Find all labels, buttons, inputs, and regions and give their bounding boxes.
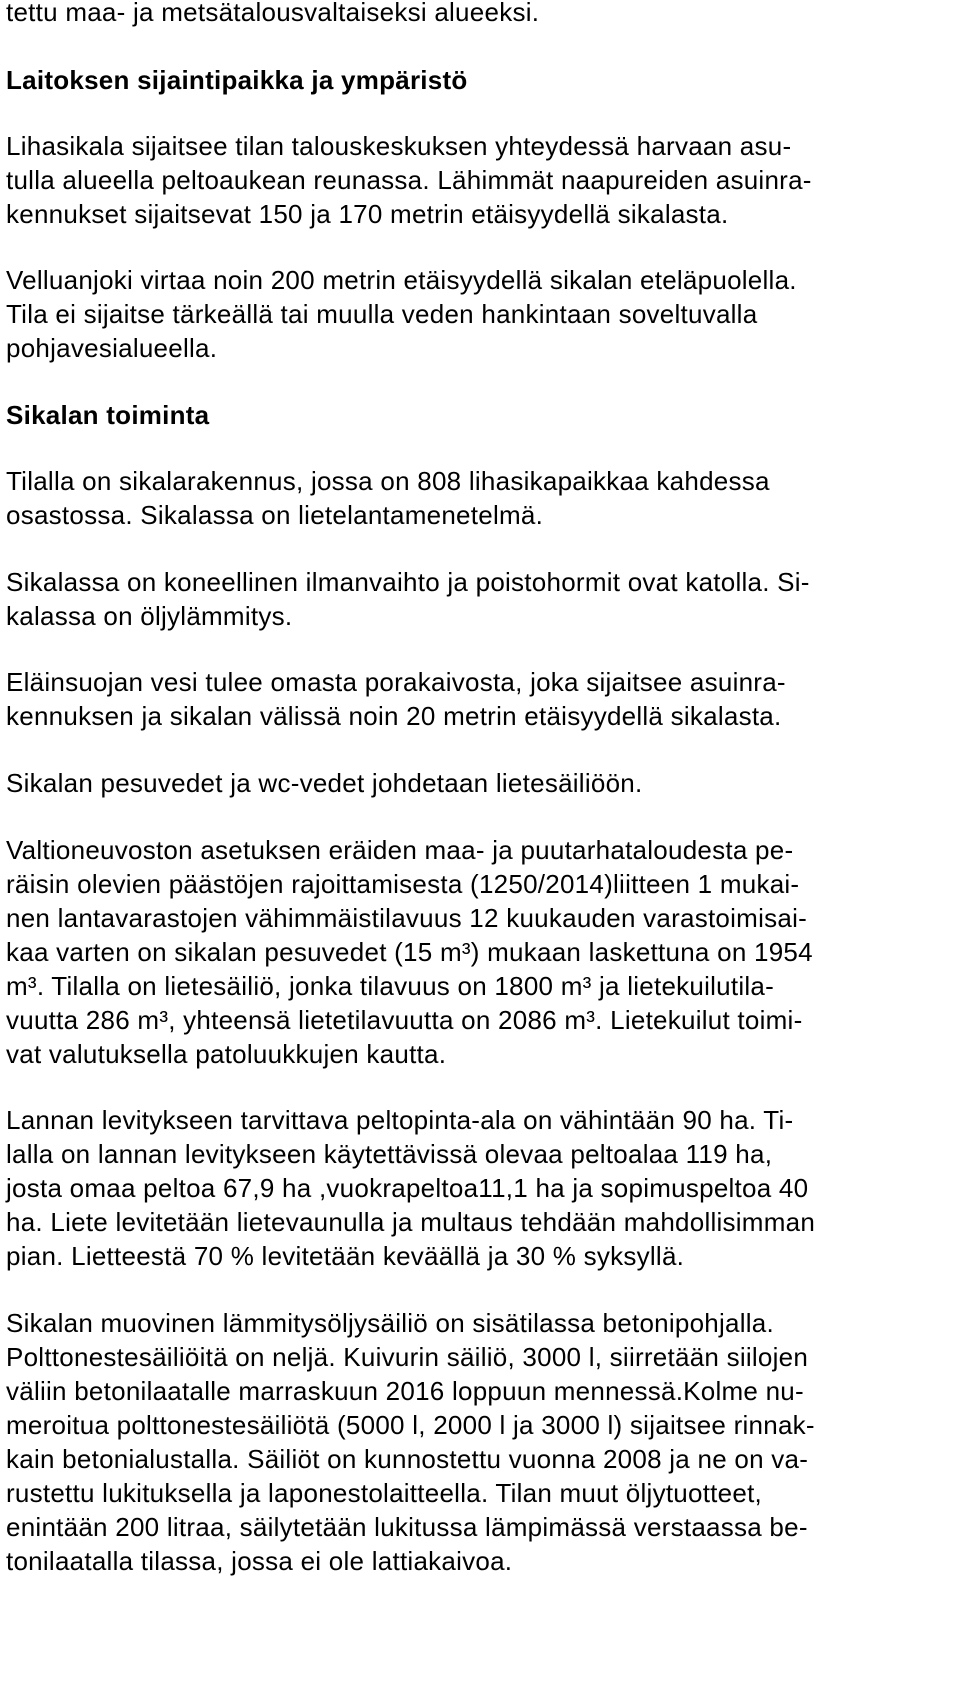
- paragraph-line: Sikalan pesuvedet ja wc-vedet johdetaan lietesäiliöön.: [6, 768, 643, 798]
- paragraph-line: Valtioneuvoston asetuksen eräiden maa- ja puutarhataloudesta pe-: [6, 835, 794, 865]
- paragraph-line: meroitua polttonestesäiliötä (5000 l, 2000 l ja 3000 l) sijaitsee rinnak-: [6, 1410, 815, 1440]
- paragraph-line: kaa varten on sikalan pesuvedet (15 m³) mukaan laskettuna on 1954: [6, 937, 813, 967]
- paragraph-line: Tila ei sijaitse tärkeällä tai muulla veden hankintaan soveltuvalla: [6, 299, 758, 329]
- paragraph-line: kain betonialustalla. Säiliöt on kunnostettu vuonna 2008 ja ne on va-: [6, 1444, 809, 1474]
- paragraph-line: tonilaatalla tilassa, jossa ei ole lattiakaivoa.: [6, 1546, 513, 1576]
- paragraph-line: enintään 200 litraa, säilytetään lukitussa lämpimässä verstaassa be-: [6, 1512, 808, 1542]
- paragraph-line: Velluanjoki virtaa noin 200 metrin etäisyydellä sikalan eteläpuolella.: [6, 265, 797, 295]
- paragraph-line: Polttonestesäiliöitä on neljä. Kuivurin säiliö, 3000 l, siirretään siilojen: [6, 1342, 809, 1372]
- paragraph-line: Sikalassa on koneellinen ilmanvaihto ja poistohormit ovat katolla. Si-: [6, 567, 810, 597]
- heading-operation: Sikalan toiminta: [6, 400, 210, 430]
- paragraph-line: Eläinsuojan vesi tulee omasta porakaivosta, joka sijaitsee asuinra-: [6, 667, 786, 697]
- paragraph-line: kennuksen ja sikalan välissä noin 20 metrin etäisyydellä sikalasta.: [6, 701, 782, 731]
- paragraph-line: vuutta 286 m³, yhteensä lietetilavuutta on 2086 m³. Lietekuilut toimi-: [6, 1005, 803, 1035]
- paragraph-line: rustettu lukituksella ja laponestolaitteella. Tilan muut öljytuotteet,: [6, 1478, 763, 1508]
- paragraph-line: pian. Lietteestä 70 % levitetään keväällä ja 30 % syksyllä.: [6, 1241, 685, 1271]
- paragraph-line: Sikalan muovinen lämmitysöljysäiliö on sisätilassa betonipohjalla.: [6, 1308, 774, 1338]
- paragraph-line: josta omaa peltoa 67,9 ha ,vuokrapeltoa11,1 ha ja sopimuspeltoa 40: [6, 1173, 809, 1203]
- paragraph-line: m³. Tilalla on lietesäiliö, jonka tilavuus on 1800 m³ ja lietekuilutila-: [6, 971, 775, 1001]
- paragraph-line: kennukset sijaitsevat 150 ja 170 metrin etäisyydellä sikalasta.: [6, 199, 729, 229]
- paragraph-line: osastossa. Sikalassa on lietelantamenetelmä.: [6, 500, 544, 530]
- paragraph-line: nen lantavarastojen vähimmäistilavuus 12 kuukauden varastoimisai-: [6, 903, 807, 933]
- paragraph-line: väliin betonilaatalle marraskuun 2016 loppuun mennessä.Kolme nu-: [6, 1376, 804, 1406]
- paragraph-line: Lihasikala sijaitsee tilan talouskeskuksen yhteydessä harvaan asu-: [6, 131, 792, 161]
- paragraph-line: Lannan levitykseen tarvittava peltopinta-ala on vähintään 90 ha. Ti-: [6, 1105, 794, 1135]
- paragraph-line: pohjavesialueella.: [6, 333, 218, 363]
- paragraph-line: Tilalla on sikalarakennus, jossa on 808 lihasikapaikkaa kahdessa: [6, 466, 770, 496]
- paragraph-line: ha. Liete levitetään lietevaunulla ja multaus tehdään mahdollisimman: [6, 1207, 816, 1237]
- paragraph-line: räisin olevien päästöjen rajoittamisesta (1250/2014)liitteen 1 mukai-: [6, 869, 800, 899]
- paragraph-line: kalassa on öljylämmitys.: [6, 601, 293, 631]
- paragraph-line: vat valutuksella patoluukkujen kautta.: [6, 1039, 447, 1069]
- paragraph-line: lalla on lannan levitykseen käytettävissä olevaa peltoalaa 119 ha,: [6, 1139, 773, 1169]
- intro-line: tettu maa- ja metsätalousvaltaiseksi alueeksi.: [6, 0, 540, 27]
- heading-location: Laitoksen sijaintipaikka ja ympäristö: [6, 65, 468, 95]
- paragraph-line: tulla alueella peltoaukean reunassa. Lähimmät naapureiden asuinra-: [6, 165, 812, 195]
